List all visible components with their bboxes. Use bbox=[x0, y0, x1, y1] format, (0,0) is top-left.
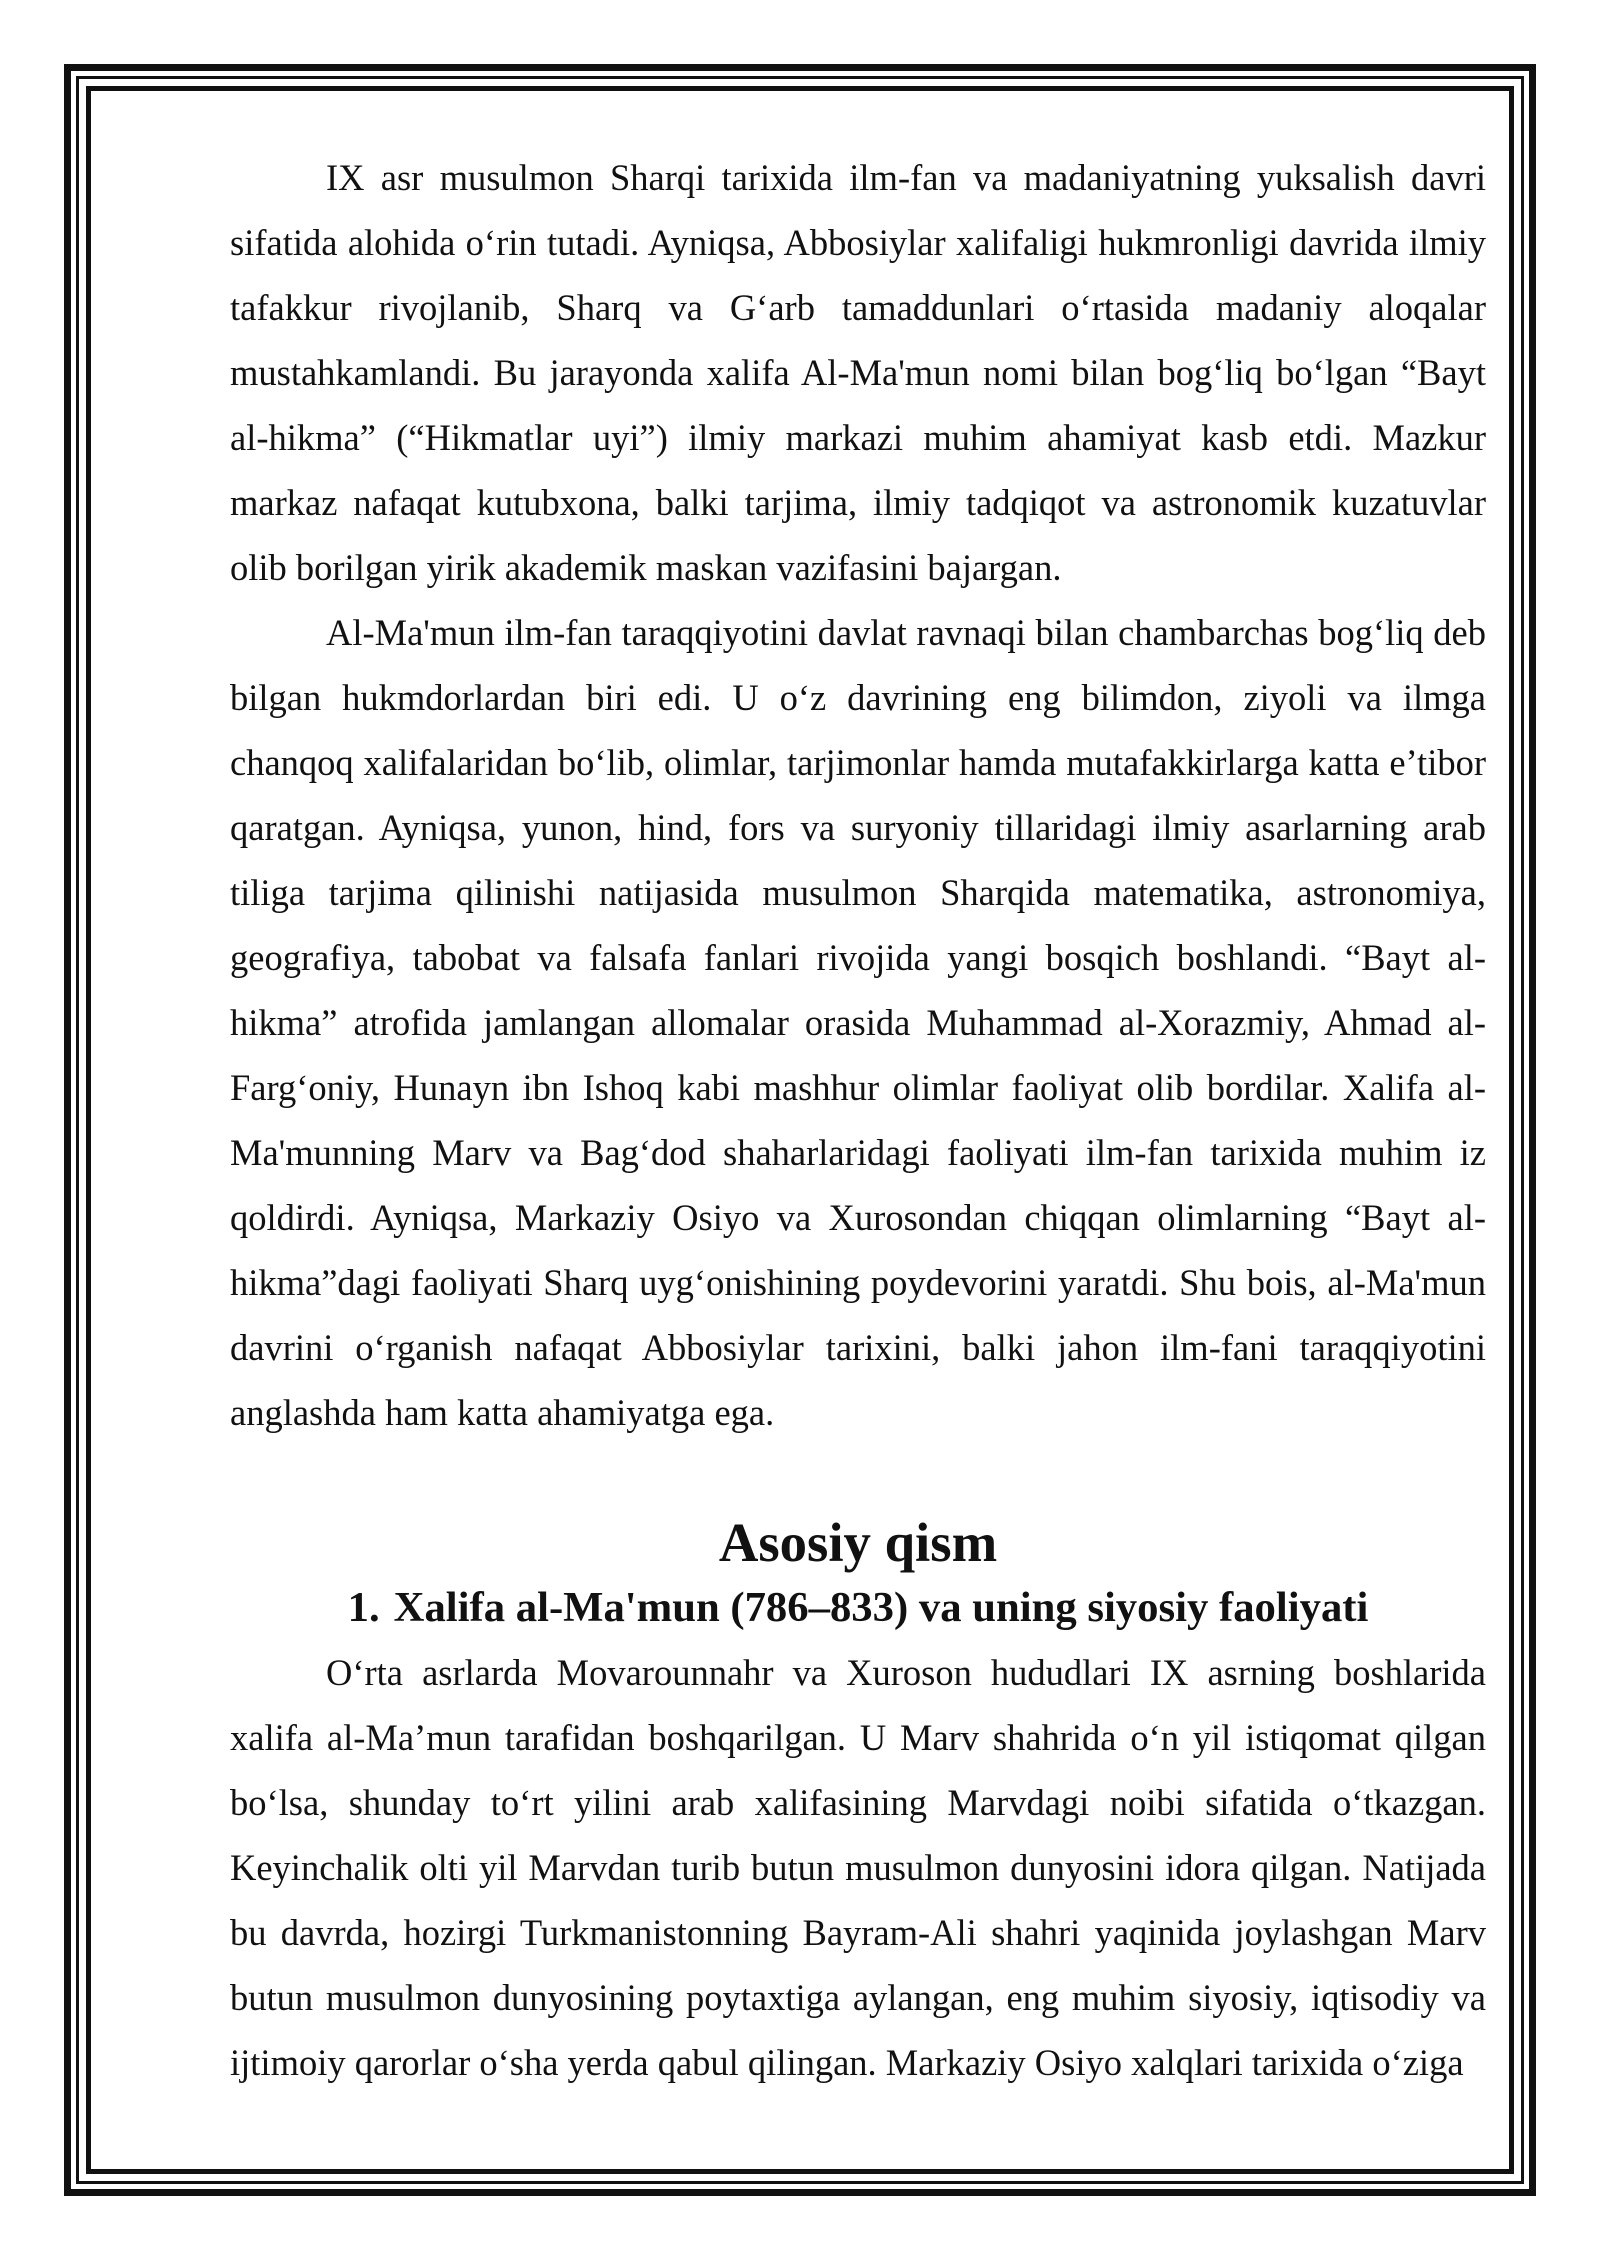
subsection-number: 1. bbox=[347, 1584, 380, 1631]
intro-paragraph-1: IX asr musulmon Sharqi tarixida ilm-fan va madaniyatning yuksalish davri sifatida alohida o‘rin tutadi. Ayniqsa, Abbosiylar xalifaligi hukmronligi davrida ilmiy tafakkur rivojlanib, Sharq va G‘arb tamaddunlari o‘rtasida madaniy aloqalar mustahkamlandi. Bu jarayonda xalifa Al-Ma'mun nomi bilan bog‘liq bo‘lgan “Bayt al-hikma” (“Hikmatlar uyi”) ilmiy markazi muhim ahamiyat kasb etdi. Mazkur markaz nafaqat kutubxona, balki tarjima, ilmiy tadqiqot va astronomik kuzatuvlar olib borilgan yirik akademik maskan vazifasini bajargan. bbox=[230, 157, 1486, 588]
body-paragraph: O‘rta asrlarda Movarounnahr va Xuroson hududlari IX asrning boshlarida xalifa al-Ma’mun tarafidan boshqarilgan. U Marv shahrida o‘n yil istiqomat qilgan bo‘lsa, shunday to‘rt yilini arab xalifasining Marvdagi noibi sifatida o‘tkazgan. Keyinchalik olti yil Marvdan turib butun musulmon dunyosini idora qilgan. Natijada bu davrda, hozirgi Turkmanistonning Bayram-Ali shahri yaqinida joylashgan Marv butun musulmon dunyosining poytaxtiga aylangan, eng muhim siyosiy, iqtisodiy va ijtimoiy qarorlar o‘sha yerda qabul qilingan. Markaziy Osiyo xalqlari tarixida o‘ziga bbox=[230, 1652, 1486, 2083]
section-spacer bbox=[230, 1445, 1486, 1510]
subsection-heading bbox=[230, 1575, 1486, 1640]
document-body bbox=[230, 145, 1486, 2095]
section-title: Asosiy qism bbox=[718, 1512, 998, 1573]
subsection-title: Xalifa al-Ma'mun (786–833) va uning siyosiy faoliyati bbox=[393, 1584, 1369, 1631]
intro-paragraph-2: Al-Ma'mun ilm-fan taraqqiyotini davlat ravnaqi bilan chambarchas bog‘liq deb bilgan hukmdorlardan biri edi. U o‘z davrining eng bilimdon, ziyoli va ilmga chanqoq xalifalaridan bo‘lib, olimlar, tarjimonlar hamda mutafakkirlarga katta e’tibor qaratgan. Ayniqsa, yunon, hind, fors va suryoniy tillaridagi ilmiy asarlarning arab tiliga tarjima qilinishi natijasida musulmon Sharqida matematika, astronomiya, geografiya, tabobat va falsafa fanlari rivojida yangi bosqich boshlandi. “Bayt al-hikma” atrofida jamlangan allomalar orasida Muhammad al-Xorazmiy, Ahmad al-Farg‘oniy, Hunayn ibn Ishoq kabi mashhur olimlar faoliyat olib bordilar. Xalifa al-Ma'munning Marv va Bag‘dod shaharlaridagi faoliyati ilm-fan tarixida muhim iz qoldirdi. Ayniqsa, Markaziy Osiyo va Xurosondan chiqqan olimlarning “Bayt al-hikma”dagi faoliyati Sharq uyg‘onishining poydevorini yaratdi. Shu bois, al-Ma'mun davrini o‘rganish nafaqat Abbosiylar tarixini, balki jahon ilm-fani taraqqiyotini anglashda ham katta ahamiyatga ega. bbox=[230, 612, 1486, 1433]
